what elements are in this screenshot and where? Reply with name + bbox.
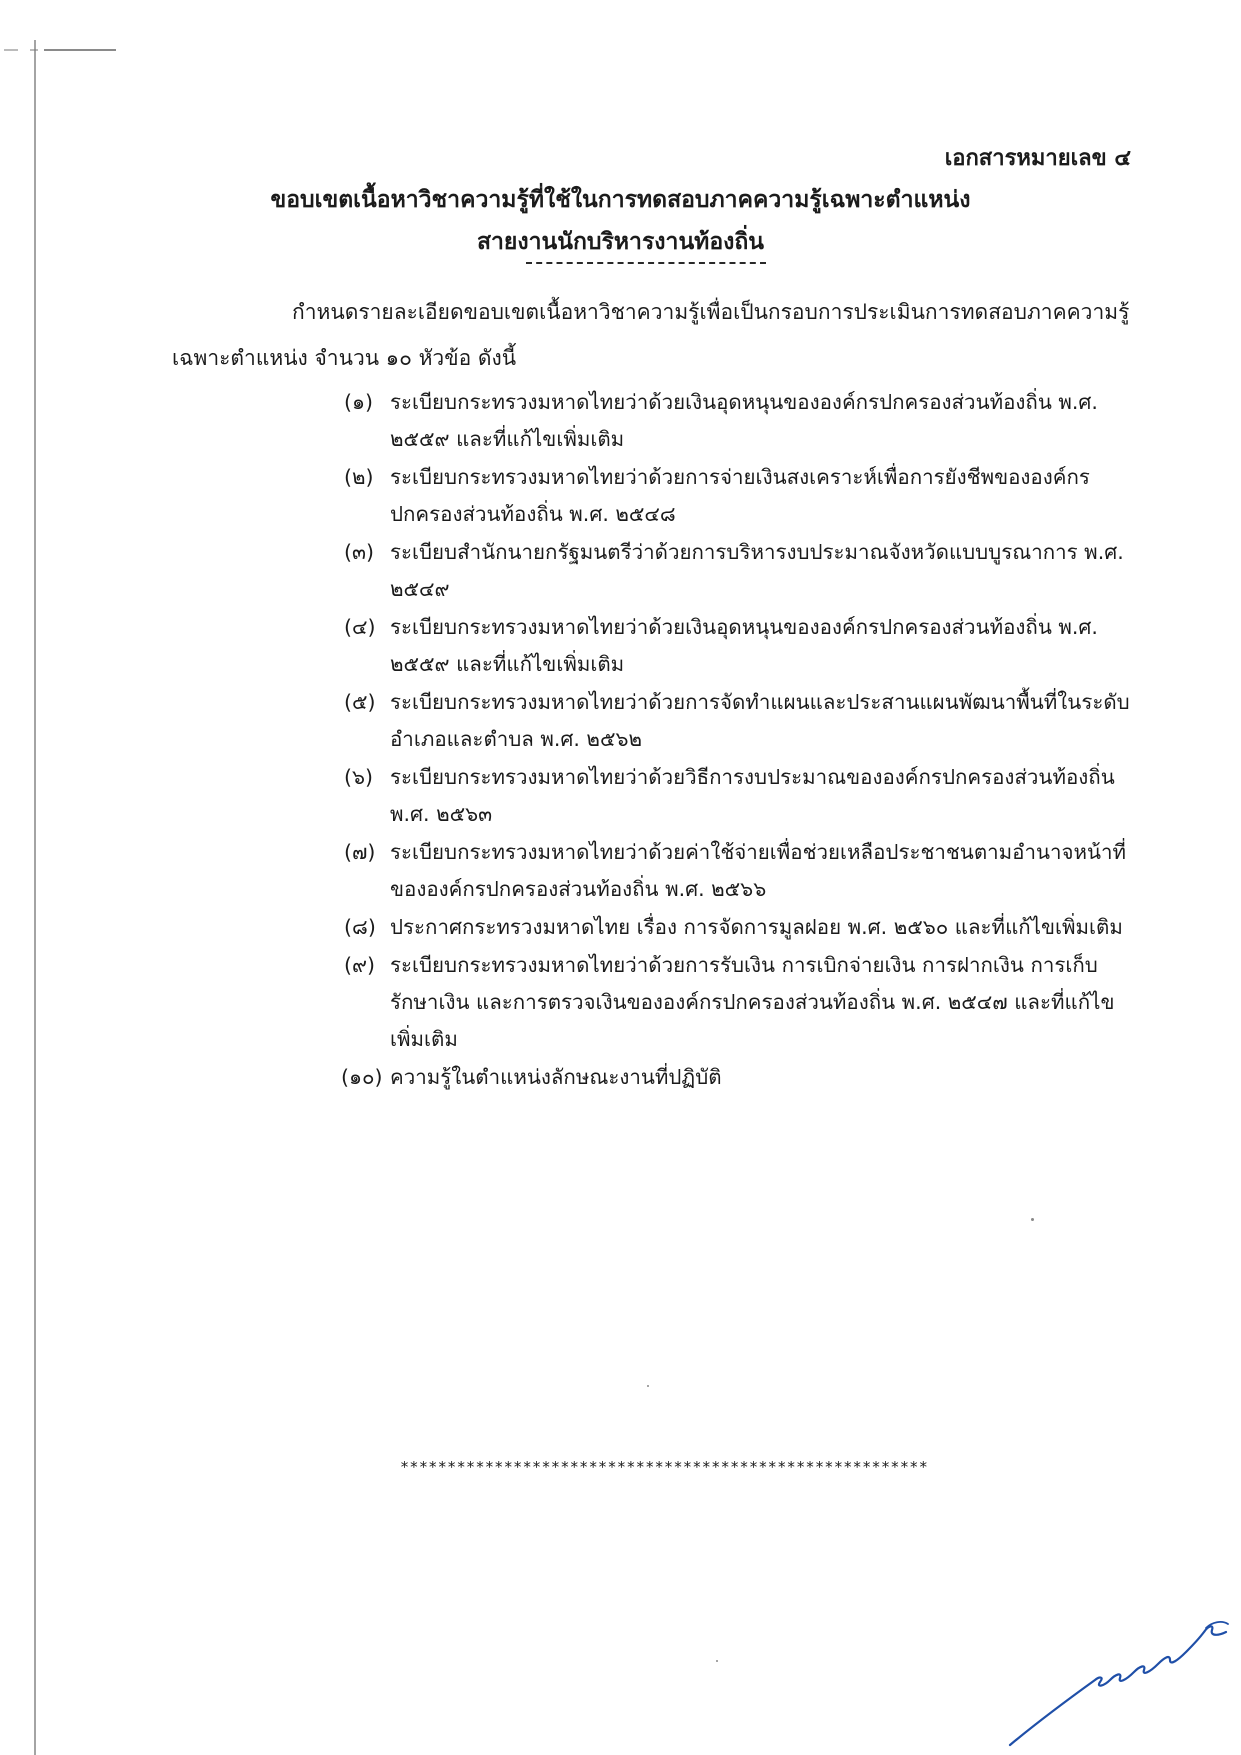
item-number: (๖): [344, 765, 374, 789]
list-item: [344, 384, 1134, 458]
item-text: ความรู้ในตำแหน่งลักษณะงานที่ปฏิบัติ: [390, 1065, 722, 1089]
list-item: [344, 609, 1134, 683]
item-number: (๒): [344, 465, 374, 489]
scan-corner-mark: [4, 48, 116, 52]
list-item: [344, 684, 1134, 758]
list-item: [344, 909, 1134, 946]
title-divider: [526, 262, 766, 264]
item-text: ระเบียบกระทรวงมหาดไทยว่าด้วยการรับเงิน การเบิกจ่ายเงิน การฝากเงิน การเก็บรักษาเงิน และการตรวจเงินขององค์กรปกครองส่วนท้องถิ่น พ.ศ. ๒๕๔๗ และที่แก้ไขเพิ่มเติม: [390, 953, 1115, 1051]
intro-paragraph-line1: กำหนดรายละเอียดขอบเขตเนื้อหาวิชาความรู้เพื่อเป็นกรอบการประเมินการทดสอบภาคความรู้: [292, 300, 1130, 324]
item-number: (๓): [344, 540, 375, 564]
item-number: (๕): [344, 690, 376, 714]
item-text: ประกาศกระทรวงมหาดไทย เรื่อง การจัดการมูลฝอย พ.ศ. ๒๕๖๐ และที่แก้ไขเพิ่มเติม: [390, 915, 1123, 939]
item-number: (๙): [344, 953, 376, 977]
end-of-document-stars: ********************************************************: [400, 1458, 929, 1476]
item-number: (๑๐): [341, 1065, 383, 1089]
document-subtitle: สายงานนักบริหารงานท้องถิ่น: [476, 229, 765, 255]
item-number: (๗): [344, 840, 376, 864]
item-number: (๑): [344, 390, 374, 414]
scan-speck: [647, 1385, 649, 1387]
document-title: ขอบเขตเนื้อหาวิชาความรู้ที่ใช้ในการทดสอบภาคความรู้เฉพาะตำแหน่ง: [270, 187, 971, 213]
item-number: (๔): [344, 615, 376, 639]
list-item: [341, 1059, 1134, 1096]
item-text: ระเบียบกระทรวงมหาดไทยว่าด้วยวิธีการงบประมาณขององค์กรปกครองส่วนท้องถิ่น พ.ศ. ๒๕๖๓: [390, 765, 1115, 826]
list-item: [344, 947, 1134, 1058]
topic-list: [341, 384, 1134, 1097]
scan-speck: [716, 1660, 718, 1662]
handwritten-signature: [1000, 1580, 1240, 1750]
item-text: ระเบียบสำนักนายกรัฐมนตรีว่าด้วยการบริหารงบประมาณจังหวัดแบบบูรณาการ พ.ศ. ๒๕๔๙: [390, 540, 1124, 601]
list-item: [344, 759, 1134, 833]
item-text: ระเบียบกระทรวงมหาดไทยว่าด้วยเงินอุดหนุนขององค์กรปกครองส่วนท้องถิ่น พ.ศ. ๒๕๕๙ และที่แก้ไขเพิ่มเติม: [390, 390, 1098, 451]
item-text: ระเบียบกระทรวงมหาดไทยว่าด้วยการจัดทำแผนและประสานแผนพัฒนาพื้นที่ในระดับอำเภอและตำบล พ.ศ. ๒๕๖๒: [390, 690, 1130, 751]
item-text: ระเบียบกระทรวงมหาดไทยว่าด้วยค่าใช้จ่ายเพื่อช่วยเหลือประชาชนตามอำนาจหน้าที่ขององค์กรปกครองส่วนท้องถิ่น พ.ศ. ๒๕๖๖: [390, 840, 1127, 901]
item-text: ระเบียบกระทรวงมหาดไทยว่าด้วยเงินอุดหนุนขององค์กรปกครองส่วนท้องถิ่น พ.ศ. ๒๕๕๙ และที่แก้ไขเพิ่มเติม: [390, 615, 1098, 676]
item-number: (๘): [344, 915, 376, 939]
list-item: [344, 459, 1134, 533]
list-item: [344, 534, 1134, 608]
item-text: ระเบียบกระทรวงมหาดไทยว่าด้วยการจ่ายเงินสงเคราะห์เพื่อการยังชีพขององค์กรปกครองส่วนท้องถิ่น พ.ศ. ๒๕๔๘: [390, 465, 1090, 526]
document-number: เอกสารหมายเลข ๔: [944, 146, 1131, 171]
scan-speck: [1031, 1218, 1034, 1221]
intro-paragraph-line2: เฉพาะตำแหน่ง จำนวน ๑๐ หัวข้อ ดังนี้: [172, 346, 517, 370]
list-item: [344, 834, 1134, 908]
scan-left-edge: [34, 40, 36, 1755]
